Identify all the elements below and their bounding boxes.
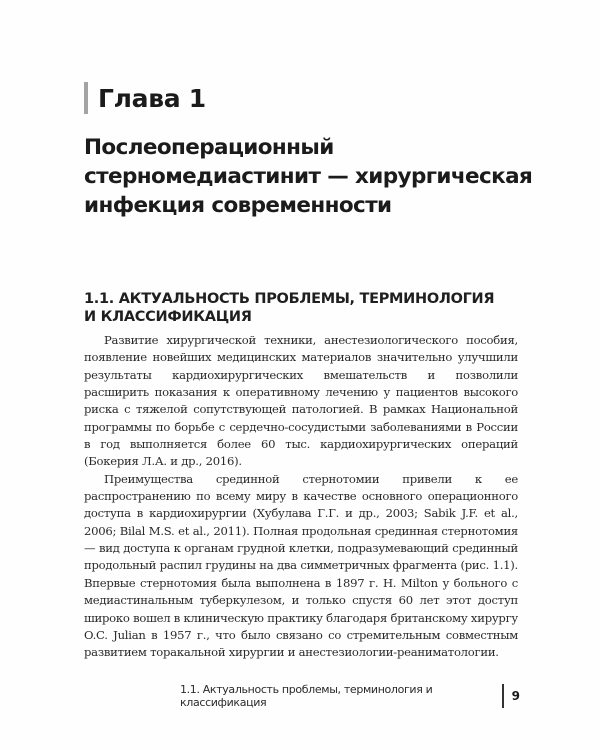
paragraph: Преимущества срединной стернотомии привели к ее распространению по всему миру в качестве основного операционного доступа в кардиохирургии (Хубулава Г.Г. и др., 2003; Sabik J.F. et al., 2006; Bilal M.S. et al., 2011). Полная продольная срединная стернотомия — вид доступа к органам грудной клетки, подразумевающий срединный продольный распил грудины на два симметричных фрагмента (рис. 1.1). Впервые стернотомия была выполнена в 1897 г. H. Milton у больного с медиастинальным туберкулезом, и только спустя 60 лет этот доступ широко вошел в клиническую практику благодаря британскому хирургу O.C. Julian в 1957 г., что было связано со стремительным совместным развитием торакальной хирургии и анестезиологии-реаниматологии. — [84, 471, 518, 660]
page-footer — [180, 683, 520, 709]
chapter-label: Глава 1 — [98, 83, 206, 113]
paragraph: Развитие хирургической техники, анестезиологического пособия, появление новейших медицинских материалов значительно улучшили результаты кардиохирургических вмешательств и позволили расширить показания к оперативному лечению у пациентов высокого риска с тяжелой сопутствующей патологией. В рамках Национальной программы по борьбе с сердечно-сосудистыми заболеваниями в России в год выполняется более 60 тыс. кардиохирургических операций (Бокерия Л.А. и др., 2016). — [84, 333, 518, 469]
page-number: 9 — [511, 689, 520, 703]
section-title-line-2: И КЛАССИФИКАЦИЯ — [84, 309, 252, 325]
chapter-heading — [84, 82, 206, 114]
running-title: 1.1. Актуальность проблемы, терминология и классификация — [180, 683, 433, 709]
body-text — [84, 332, 518, 662]
footer-divider — [502, 684, 503, 708]
section-title — [84, 290, 554, 326]
section-title-line-1: 1.1. АКТУАЛЬНОСТЬ ПРОБЛЕМЫ, ТЕРМИНОЛОГИЯ — [84, 291, 495, 307]
chapter-title: Послеоперационный стерномедиастинит — хирургическая инфекция современности — [84, 135, 533, 218]
chapter-accent-bar — [84, 82, 88, 114]
